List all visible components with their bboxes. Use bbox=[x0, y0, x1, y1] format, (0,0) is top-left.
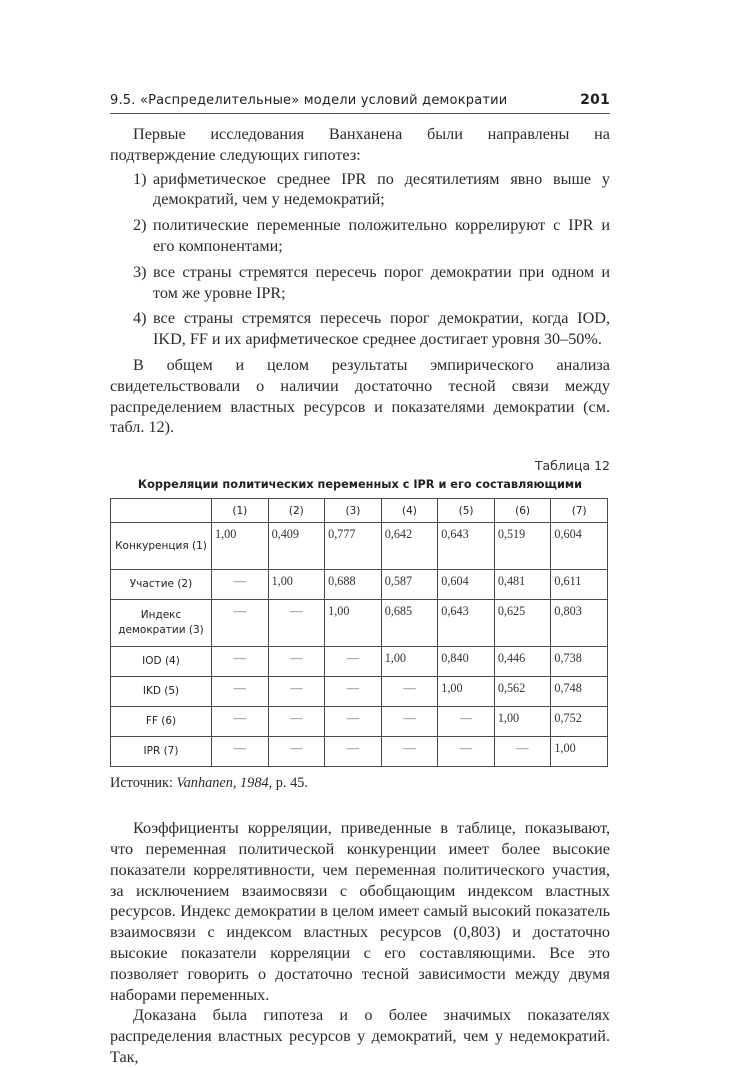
row-header: Участие (2) bbox=[111, 570, 212, 600]
hypothesis-text: арифметическое среднее IPR по десятилетиям явно выше у демократий, чем у недемократий; bbox=[153, 169, 610, 209]
table-cell: 1,00 bbox=[438, 677, 495, 707]
table-cell: — bbox=[212, 647, 269, 677]
source-reference: Vanhanen, 1984 bbox=[176, 775, 269, 792]
page-number: 201 bbox=[580, 92, 610, 108]
intro-paragraph: Первые исследования Ванханена были направлены на подтверждение следующих гипотез: bbox=[110, 125, 610, 164]
table-row bbox=[111, 647, 608, 677]
table-cell: 0,643 bbox=[438, 523, 495, 570]
table-cell: 0,562 bbox=[494, 677, 551, 707]
hypothesis-item bbox=[110, 262, 610, 304]
table-cell: 0,752 bbox=[551, 707, 608, 737]
table-cell: 0,748 bbox=[551, 677, 608, 707]
table-cell: 0,604 bbox=[551, 523, 608, 570]
table-cell: — bbox=[268, 707, 325, 737]
hypothesis-number: 3) bbox=[133, 262, 147, 281]
table-cell: — bbox=[212, 677, 269, 707]
table-cell: 0,625 bbox=[494, 600, 551, 647]
table-cell: — bbox=[325, 677, 382, 707]
table-row bbox=[111, 737, 608, 767]
table-cell: 0,840 bbox=[438, 647, 495, 677]
book-page bbox=[110, 92, 610, 1068]
conclusion-paragraph: Коэффициенты корреляции, приведенные в таблице, показывают, что переменная политической конкуренции имеет более высокие показатели коррелятивности, чем переменная политического участия, за исключением взаимосвязи с обобщающим индексом властных ресурсов. Индекс демократии в целом имеет самый высокий показатель взаимосвязи с индексом властных ресурсов (0,803) и достаточно высокие показатели корреляции с его составляющими. Все это позволяет говорить о достаточно тесной зависимости между двумя наборами переменных. bbox=[110, 819, 610, 1004]
column-header: (6) bbox=[494, 499, 551, 523]
table-cell: — bbox=[494, 737, 551, 767]
table-cell: — bbox=[325, 737, 382, 767]
table-cell: 0,642 bbox=[381, 523, 438, 570]
table-cell: 0,738 bbox=[551, 647, 608, 677]
hypothesis-text: политические переменные положительно коррелируют с IPR и его компонентами; bbox=[153, 216, 610, 255]
table-cell: 1,00 bbox=[494, 707, 551, 737]
table-cell: 1,00 bbox=[381, 647, 438, 677]
table-cell: 1,00 bbox=[551, 737, 608, 767]
hypothesis-item bbox=[110, 308, 610, 350]
running-head bbox=[110, 92, 610, 114]
table-cell: — bbox=[325, 647, 382, 677]
table-cell: 0,643 bbox=[438, 600, 495, 647]
table-cell: — bbox=[268, 600, 325, 647]
table-cell: 0,481 bbox=[494, 570, 551, 600]
table-cell: — bbox=[381, 707, 438, 737]
column-header bbox=[111, 499, 212, 523]
row-header: FF (6) bbox=[111, 707, 212, 737]
table-cell: 0,587 bbox=[381, 570, 438, 600]
hypothesis-item bbox=[110, 215, 610, 257]
table-cell: 0,777 bbox=[325, 523, 382, 570]
table-cell: — bbox=[325, 707, 382, 737]
table-row bbox=[111, 570, 608, 600]
table-source bbox=[110, 775, 610, 792]
summary-paragraph: В общем и целом результаты эмпирического анализа свидетельствовали о наличии достаточно тесной связи между распределением властных ресурсов и показателями демократии (см. табл. 12). bbox=[110, 355, 610, 437]
section-title: 9.5. «Распределительные» модели условий демократии bbox=[110, 93, 508, 108]
table-cell: 1,00 bbox=[268, 570, 325, 600]
column-header: (5) bbox=[438, 499, 495, 523]
hypothesis-text: все страны стремятся пересечь порог демократии, когда IOD, IKD, FF и их арифметическое среднее достигает уровня 30–50%. bbox=[153, 309, 610, 349]
column-header: (4) bbox=[381, 499, 438, 523]
source-prefix: Источник: bbox=[110, 775, 177, 792]
source-suffix: , p. 45. bbox=[268, 775, 308, 792]
table-cell: 0,688 bbox=[325, 570, 382, 600]
column-header: (3) bbox=[325, 499, 382, 523]
table-cell: — bbox=[268, 647, 325, 677]
table-cell: — bbox=[212, 570, 269, 600]
table-row bbox=[111, 600, 608, 647]
row-header: IOD (4) bbox=[111, 647, 212, 677]
table-cell: — bbox=[438, 737, 495, 767]
table-header-row bbox=[111, 499, 608, 523]
table-cell: 0,604 bbox=[438, 570, 495, 600]
table-cell: 0,685 bbox=[381, 600, 438, 647]
hypothesis-text: все страны стремятся пересечь порог демократии при одном и том же уровне IPR; bbox=[153, 262, 610, 302]
hypothesis-item bbox=[110, 169, 610, 211]
hypothesis-number: 2) bbox=[133, 216, 147, 235]
table-cell: — bbox=[381, 737, 438, 767]
table-cell: — bbox=[268, 677, 325, 707]
table-cell: 0,446 bbox=[494, 647, 551, 677]
table-cell: 1,00 bbox=[212, 523, 269, 570]
table-cell: — bbox=[438, 707, 495, 737]
hypothesis-number: 1) bbox=[133, 169, 147, 188]
column-header: (7) bbox=[551, 499, 608, 523]
column-header: (2) bbox=[268, 499, 325, 523]
table-cell: 1,00 bbox=[325, 600, 382, 647]
hypothesis-number: 4) bbox=[133, 309, 147, 328]
table-cell: — bbox=[212, 600, 269, 647]
table-cell: — bbox=[381, 677, 438, 707]
table-cell: 0,519 bbox=[494, 523, 551, 570]
table-row bbox=[111, 523, 608, 570]
row-header: IPR (7) bbox=[111, 737, 212, 767]
table-cell: 0,611 bbox=[551, 570, 608, 600]
body-text-after-table bbox=[110, 818, 610, 1068]
table-title: Корреляции политических переменных с IPR и его составляющими bbox=[137, 478, 583, 492]
table-cell: — bbox=[268, 737, 325, 767]
body-text bbox=[110, 124, 610, 438]
table-cell: — bbox=[212, 737, 269, 767]
table-cell: — bbox=[212, 707, 269, 737]
column-header: (1) bbox=[212, 499, 269, 523]
hypotheses-list bbox=[110, 169, 610, 350]
row-header: Индекс демократии (3) bbox=[111, 600, 212, 647]
table-row bbox=[111, 707, 608, 737]
table-row bbox=[111, 677, 608, 707]
row-header: Конкуренция (1) bbox=[111, 523, 212, 570]
table-label: Таблица 12 bbox=[534, 458, 610, 474]
table-cell: 0,803 bbox=[551, 600, 608, 647]
conclusion-paragraph: Доказана была гипотеза и о более значимых показателях распределения властных ресурсов у демократий, чем у недемократий. Так, bbox=[110, 1006, 610, 1066]
row-header: IKD (5) bbox=[111, 677, 212, 707]
correlation-table bbox=[110, 498, 608, 767]
table-cell: 0,409 bbox=[268, 523, 325, 570]
